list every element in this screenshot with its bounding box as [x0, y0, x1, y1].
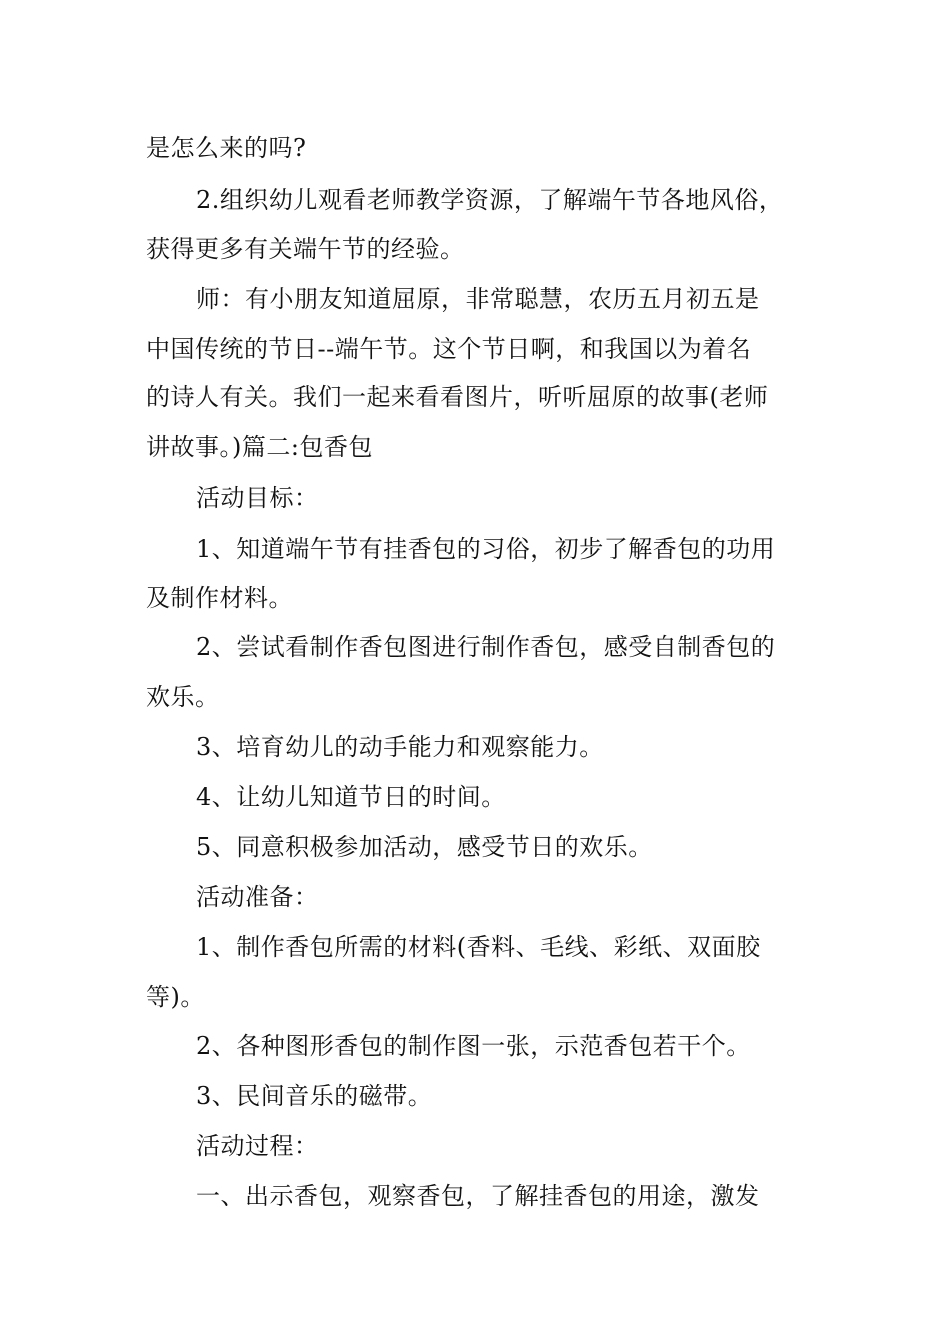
text-line: 是怎么来的吗? [146, 134, 307, 162]
text-line: 2、尝试看制作香包图进行制作香包，感受自制香包的 [196, 633, 776, 661]
text-line: 师：有小朋友知道屈原，非常聪慧，农历五月初五是 [196, 285, 760, 313]
text-line: 5、同意积极参加活动，感受节日的欢乐。 [196, 833, 653, 861]
section-heading: 活动目标： [196, 484, 319, 512]
text-line: 的诗人有关。我们一起来看看图片，听听屈原的故事(老师 [146, 383, 769, 411]
text-line: 及制作材料。 [146, 584, 293, 612]
text-line: 1、知道端午节有挂香包的习俗，初步了解香包的功用 [196, 535, 776, 563]
section-heading: 活动过程： [196, 1132, 319, 1160]
text-line: 中国传统的节日--端午节。这个节日啊，和我国以为着名 [146, 335, 752, 363]
section-heading: 活动准备： [196, 883, 319, 911]
text-line: 2、各种图形香包的制作图一张，示范香包若干个。 [196, 1032, 751, 1060]
text-line: 等)。 [146, 983, 205, 1011]
text-line: 获得更多有关端午节的经验。 [146, 235, 465, 263]
text-line: 2.组织幼儿观看老师教学资源，了解端午节各地风俗， [196, 186, 784, 214]
text-line: 讲故事。)篇二:包香包 [146, 433, 373, 461]
text-line: 3、民间音乐的磁带。 [196, 1082, 433, 1110]
text-line: 欢乐。 [146, 683, 220, 711]
text-line: 一、出示香包，观察香包，了解挂香包的用途，激发 [196, 1182, 760, 1210]
text-line: 3、培育幼儿的动手能力和观察能力。 [196, 733, 604, 761]
text-line: 4、让幼儿知道节日的时间。 [196, 783, 506, 811]
text-line: 1、制作香包所需的材料(香料、毛线、彩纸、双面胶 [196, 933, 761, 961]
